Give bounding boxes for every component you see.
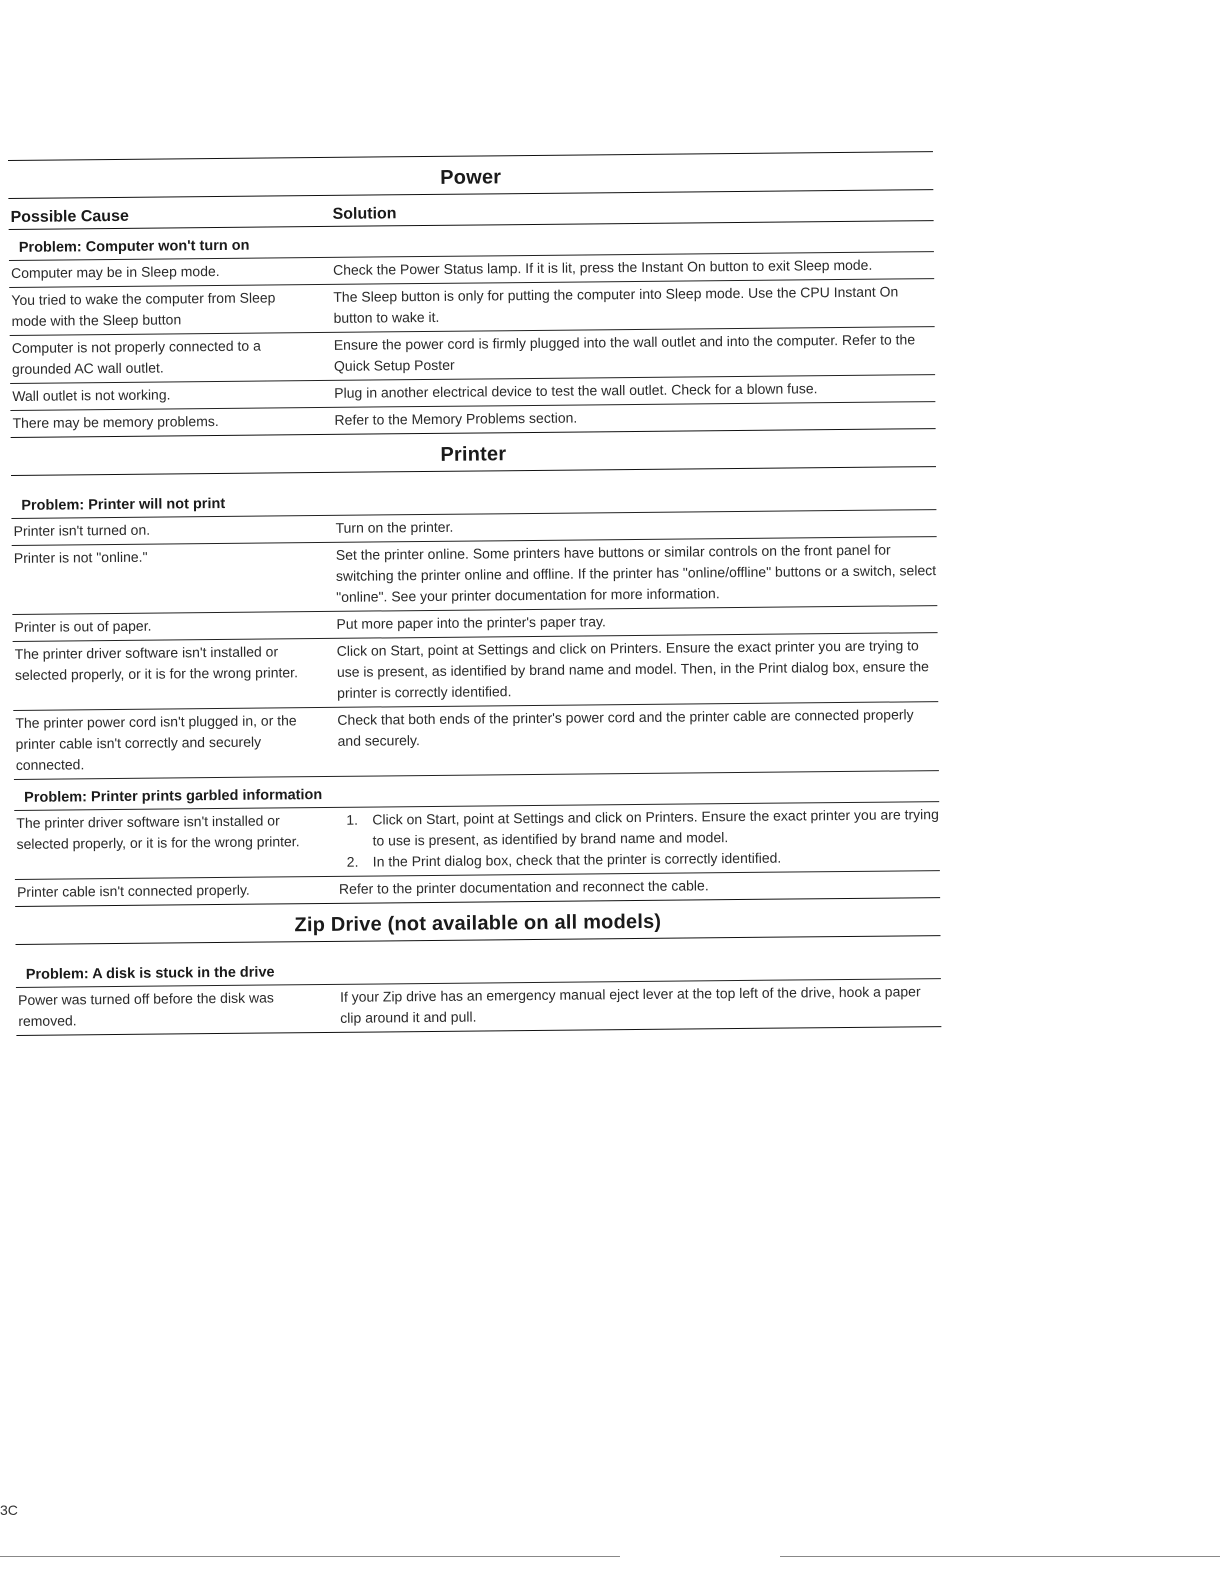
cause-cell: Printer is not "online." <box>13 548 148 566</box>
scan-edge-line <box>780 1556 1220 1557</box>
table-row <box>13 633 939 710</box>
table-row <box>14 802 940 879</box>
cause-cell: You tried to wake the computer from Sleep mode with the Sleep button <box>11 289 276 329</box>
solution-cell: Plug in another electrical device to test the wall outlet. Check for a blown fuse. <box>334 380 818 401</box>
solution-cell: Check the Power Status lamp. If it is lit, press the Instant On button to exit Sleep mode. <box>332 256 873 278</box>
cause-cell: The printer driver software isn't installed or selected properly, or it is for the wrong printer. <box>14 643 298 683</box>
cause-cell: Computer may be in Sleep mode. <box>11 262 220 281</box>
page-number-fragment: 3C <box>0 1502 18 1518</box>
step-text: Click on Start, point at Settings and click on Printers. Ensure the exact printer you are trying to use is present, as identified by brand name and model. <box>372 806 939 849</box>
table-row <box>12 537 938 614</box>
solution-cell: Click on Start, point at Settings and click on Printers. Ensure the exact printer you are trying to use is present, as identified by brand name and model. Then, in the Print dialog box, ensure the printer is correctly identified. <box>336 637 929 701</box>
cause-cell: Power was turned off before the disk was removed. <box>17 989 274 1029</box>
cause-cell: Printer is out of paper. <box>14 617 152 635</box>
cause-cell: The printer driver software isn't installed or selected properly, or it is for the wrong printer. <box>16 812 300 852</box>
problem-heading: Problem: Computer won't turn on <box>18 237 250 256</box>
cause-cell: Printer cable isn't connected properly. <box>16 881 250 900</box>
solution-cell: Put more paper into the printer's paper tray. <box>336 613 606 632</box>
step-text: In the Print dialog box, check that the printer is correctly identified. <box>372 849 782 870</box>
solution-cell: Turn on the printer. <box>335 518 454 536</box>
column-header-solution: Solution <box>332 205 397 223</box>
step-item <box>339 846 940 873</box>
step-number: 2. <box>346 853 359 870</box>
section-title-printer: Printer <box>440 443 507 466</box>
solution-cell: Set the printer online. Some printers have buttons or similar controls on the front panel for switching the printer online and offline. If the printer has "online/offline" buttons or a switch, select "online". See your printer documentation for more information. <box>335 541 937 605</box>
section-title-zip-drive: Zip Drive (not available on all models) <box>294 910 662 937</box>
cause-cell: Wall outlet is not working. <box>12 386 171 404</box>
step-item <box>338 804 939 852</box>
solution-cell: Ensure the power cord is firmly plugged into the wall outlet and into the computer. Refer to the Quick Setup Poster <box>333 331 916 374</box>
table-row <box>13 702 939 779</box>
solution-cell <box>336 804 940 873</box>
cause-cell: Computer is not properly connected to a grounded AC wall outlet. <box>11 337 261 377</box>
solution-cell: Refer to the Memory Problems section. <box>334 409 578 428</box>
cause-cell: Printer isn't turned on. <box>13 521 151 539</box>
troubleshooting-tables <box>8 151 941 1036</box>
solution-cell: The Sleep button is only for putting the computer into Sleep mode. Use the CPU Instant On button to wake it. <box>333 283 899 326</box>
scan-edge-line <box>0 1556 620 1557</box>
cause-cell: There may be memory problems. <box>12 412 219 431</box>
solution-cell: Refer to the printer documentation and reconnect the cable. <box>338 877 709 897</box>
solution-cell: Check that both ends of the printer's power cord and the printer cable are connected properly and securely. <box>337 706 914 749</box>
step-number: 1. <box>346 811 359 828</box>
column-header-cause: Possible Cause <box>10 207 129 226</box>
section-title-power: Power <box>440 166 502 189</box>
problem-heading: Problem: A disk is stuck in the drive <box>25 964 275 983</box>
cause-cell: The printer power cord isn't plugged in, or the printer cable isn't correctly and securely connected. <box>15 712 297 773</box>
solution-cell: If your Zip drive has an emergency manual eject lever at the top left of the drive, hook a paper clip around it and pull. <box>339 983 921 1026</box>
solution-steps <box>338 804 940 873</box>
problem-heading: Problem: Printer will not print <box>21 495 226 514</box>
problem-heading: Problem: Printer prints garbled information <box>24 787 323 806</box>
